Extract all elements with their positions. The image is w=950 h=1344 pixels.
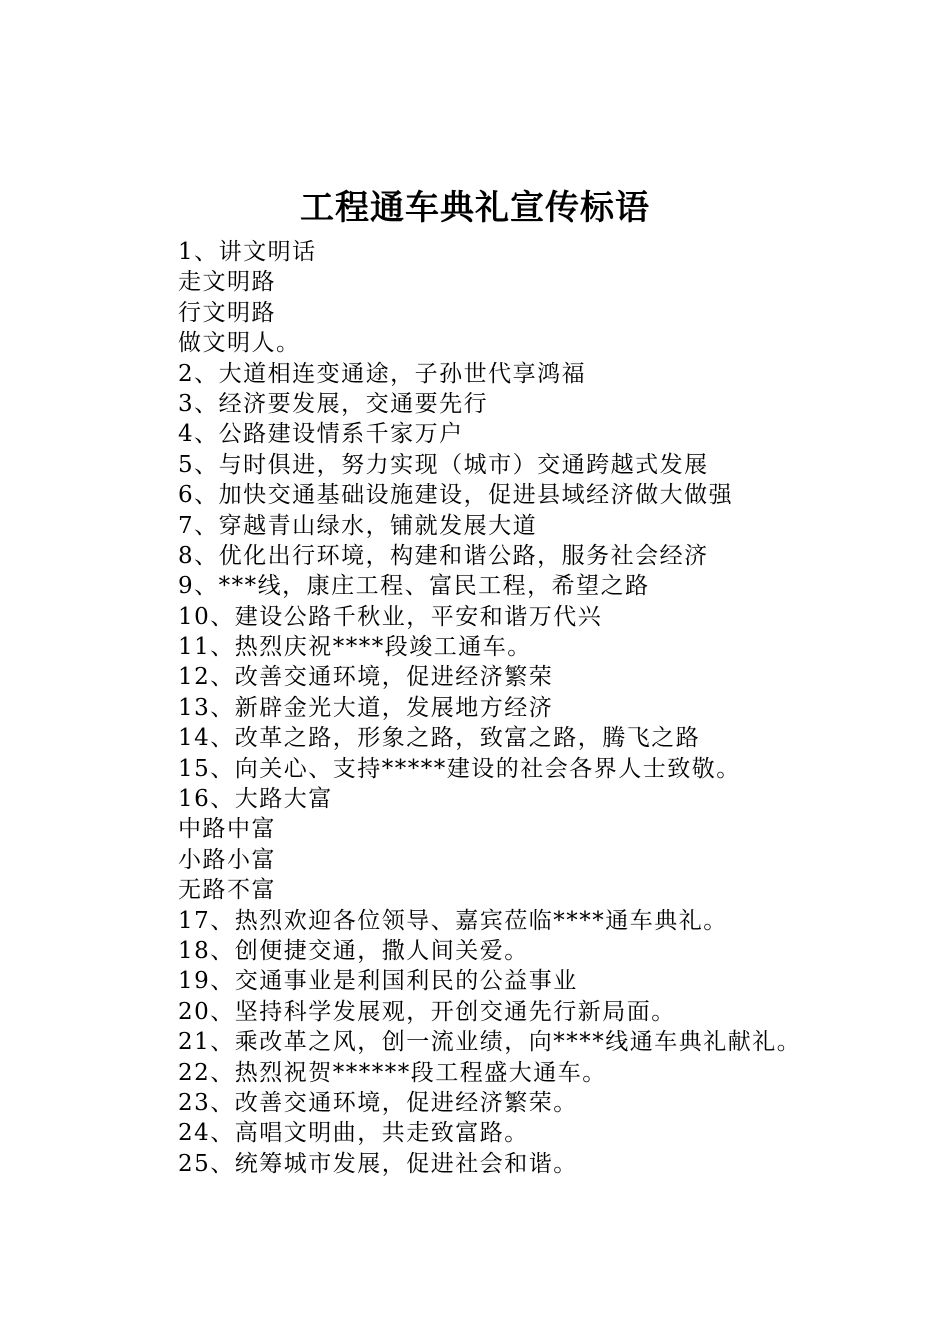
slogan-line: 2、大道相连变通途，子孙世代享鸿福 xyxy=(178,360,587,387)
slogan-line: 14、改革之路，形象之路，致富之路，腾飞之路 xyxy=(178,725,701,752)
slogan-line: 15、向关心、支持*****建设的社会各界人士致敬。 xyxy=(178,755,741,782)
slogan-line: 行文明路 xyxy=(178,299,276,326)
slogan-line: 12、改善交通环境，促进经济繁荣 xyxy=(178,664,554,691)
document-title: 工程通车典礼宣传标语 xyxy=(300,188,650,228)
slogan-line: 22、热烈祝贺******段工程盛大通车。 xyxy=(178,1059,607,1086)
slogan-line: 4、公路建设情系千家万户 xyxy=(178,421,464,448)
slogan-list xyxy=(178,237,878,1179)
slogan-line: 中路中富 xyxy=(178,816,276,843)
slogan-line: 走文明路 xyxy=(178,269,276,296)
slogan-line: 25、统筹城市发展，促进社会和谐。 xyxy=(178,1150,578,1177)
slogan-line: 7、穿越青山绿水，铺就发展大道 xyxy=(178,512,538,539)
slogan-line: 8、优化出行环境，构建和谐公路，服务社会经济 xyxy=(178,542,709,569)
slogan-line: 19、交通事业是利国利民的公益事业 xyxy=(178,968,578,995)
slogan-line: 18、创便捷交通，撒人间关爱。 xyxy=(178,937,529,964)
slogan-line: 10、建设公路千秋业，平安和谐万代兴 xyxy=(178,603,603,630)
slogan-line: 13、新辟金光大道，发展地方经济 xyxy=(178,694,554,721)
slogan-line: 23、改善交通环境，促进经济繁荣。 xyxy=(178,1089,578,1116)
slogan-line: 6、加快交通基础设施建设，促进县域经济做大做强 xyxy=(178,482,734,509)
slogan-line: 20、坚持科学发展观，开创交通先行新局面。 xyxy=(178,998,676,1025)
slogan-line: 9、***线，康庄工程、富民工程，希望之路 xyxy=(178,573,650,600)
slogan-line: 1、讲文明话 xyxy=(178,239,317,265)
slogan-line: 小路小富 xyxy=(178,846,276,873)
slogan-line: 24、高唱文明曲，共走致富路。 xyxy=(178,1120,529,1147)
slogan-line: 3、经济要发展，交通要先行 xyxy=(178,390,489,417)
slogan-line: 5、与时俱进，努力实现（城市）交通跨越式发展 xyxy=(178,451,709,478)
slogan-line: 21、乘改革之风，创一流业绩，向****线通车典礼献礼。 xyxy=(178,1029,802,1056)
slogan-line: 11、热烈庆祝****段竣工通车。 xyxy=(178,634,532,661)
slogan-line: 做文明人。 xyxy=(178,330,301,357)
slogan-line: 无路不富 xyxy=(178,877,276,904)
slogan-line: 17、热烈欢迎各位领导、嘉宾莅临****通车典礼。 xyxy=(178,907,728,934)
slogan-line: 16、大路大富 xyxy=(178,786,333,813)
